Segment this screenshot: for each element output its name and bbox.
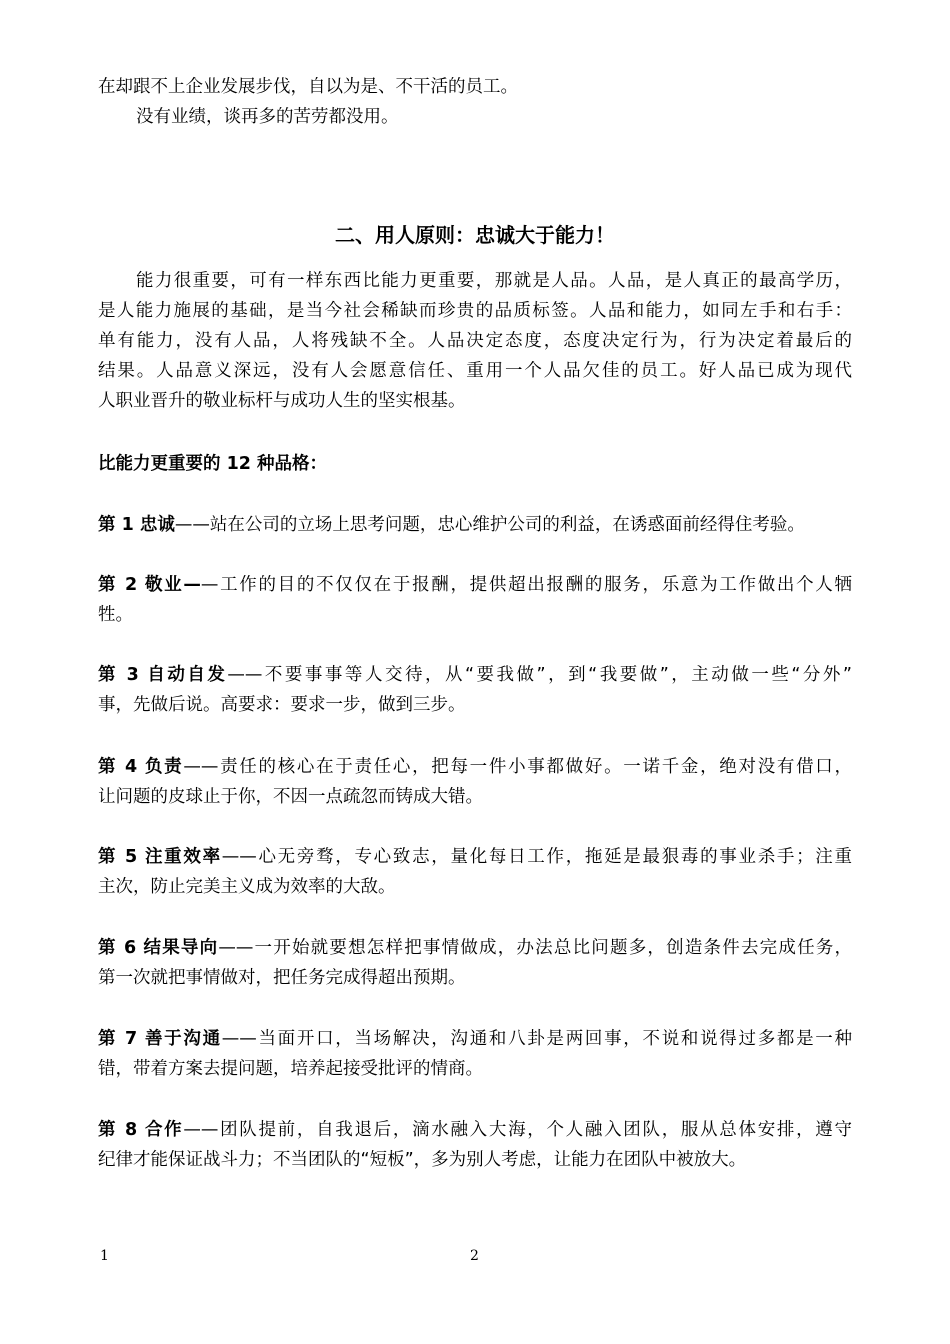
intro-line [136, 266, 852, 296]
item-line [98, 752, 852, 782]
item-line [98, 842, 852, 872]
intro-line-text: 单有能力，没有人品，人将残缺不全。人品决定态度，态度决定行为，行为决定着最后的 [98, 331, 852, 351]
item-label: 第 6 结果导向 [98, 938, 219, 958]
item-line [98, 660, 852, 690]
item-text: ——团队提前，自我退后，滴水融入大海，个人融入团队，服从总体安排，遵守 [183, 1120, 852, 1140]
intro-line-text: 是人能力施展的基础，是当今社会稀缺而珍贵的品质标签。人品和能力，如同左手和右手： [98, 301, 852, 321]
item-text: ——不要事事等人交待，从“要我做”，到“我要做”，主动做一些“分外” [227, 665, 852, 685]
list-item [98, 570, 852, 600]
item-label: 第 4 负责 [98, 757, 184, 777]
intro-line: 人职业晋升的敬业标杆与成功人生的坚实根基。 [98, 391, 466, 411]
list-item [98, 660, 852, 690]
item-label: 第 2 敬业— [98, 575, 201, 595]
item-line [98, 1024, 852, 1054]
item-label: 第 7 善于沟通 [98, 1029, 222, 1049]
item-continuation: 事，先做后说。高要求：要求一步，做到三步。 [98, 695, 466, 715]
intro-line [98, 356, 852, 386]
item-line [98, 1115, 852, 1145]
list-heading: 比能力更重要的 12 种品格： [98, 454, 328, 474]
item-continuation: 第一次就把事情做对，把任务完成得超出预期。 [98, 968, 466, 988]
item-continuation: 纪律才能保证战斗力；不当团队的“短板”，多为别人考虑，让能力在团队中被放大。 [98, 1150, 747, 1170]
item-text: —工作的目的不仅仅在于报酬，提供超出报酬的服务，乐意为工作做出个人牺 [200, 575, 852, 595]
list-item [98, 842, 852, 872]
item-line [98, 570, 852, 600]
list-item [98, 933, 852, 963]
intro-line-text: 能力很重要，可有一样东西比能力更重要，那就是人品。人品，是人真正的最高学历， [136, 271, 852, 291]
item-line [98, 933, 852, 963]
item-label: 第 1 忠诚 [98, 515, 175, 535]
paragraph-line: 在却跟不上企业发展步伐，自以为是、不干活的员工。 [98, 77, 518, 97]
section-title: 二、用人原则：忠诚大于能力！ [335, 223, 615, 247]
item-continuation: 牲。 [98, 605, 133, 625]
list-item [98, 510, 805, 540]
paragraph-line: 没有业绩，谈再多的苦劳都没用。 [136, 107, 399, 127]
list-item [98, 752, 852, 782]
intro-line-text: 结果。人品意义深远，没有人会愿意信任、重用一个人品欠佳的员工。好人品已成为现代 [98, 361, 852, 381]
footer-left-number: 1 [100, 1248, 109, 1264]
page-number: 2 [470, 1248, 479, 1264]
item-text: ——当面开口，当场解决，沟通和八卦是两回事，不说和说得过多都是一种 [221, 1029, 852, 1049]
item-label: 第 3 自动自发 [98, 665, 228, 685]
item-text: ——站在公司的立场上思考问题，忠心维护公司的利益，在诱惑面前经得住考验。 [174, 515, 805, 535]
item-continuation: 主次，防止完美主义成为效率的大敌。 [98, 877, 396, 897]
intro-line [98, 296, 852, 326]
list-item [98, 1024, 852, 1054]
intro-line [98, 326, 852, 356]
item-label: 第 5 注重效率 [98, 847, 222, 867]
item-label: 第 8 合作 [98, 1120, 184, 1140]
item-text: ——责任的核心在于责任心，把每一件小事都做好。一诺千金，绝对没有借口， [183, 757, 852, 777]
item-text: ——一开始就要想怎样把事情做成，办法总比问题多，创造条件去完成任务， [218, 938, 852, 958]
item-text: ——心无旁骛，专心致志，量化每日工作，拖延是最狠毒的事业杀手；注重 [221, 847, 852, 867]
list-item [98, 1115, 852, 1145]
item-continuation: 让问题的皮球止于你，不因一点疏忽而铸成大错。 [98, 787, 483, 807]
item-continuation: 错，带着方案去提问题，培养起接受批评的情商。 [98, 1059, 483, 1079]
